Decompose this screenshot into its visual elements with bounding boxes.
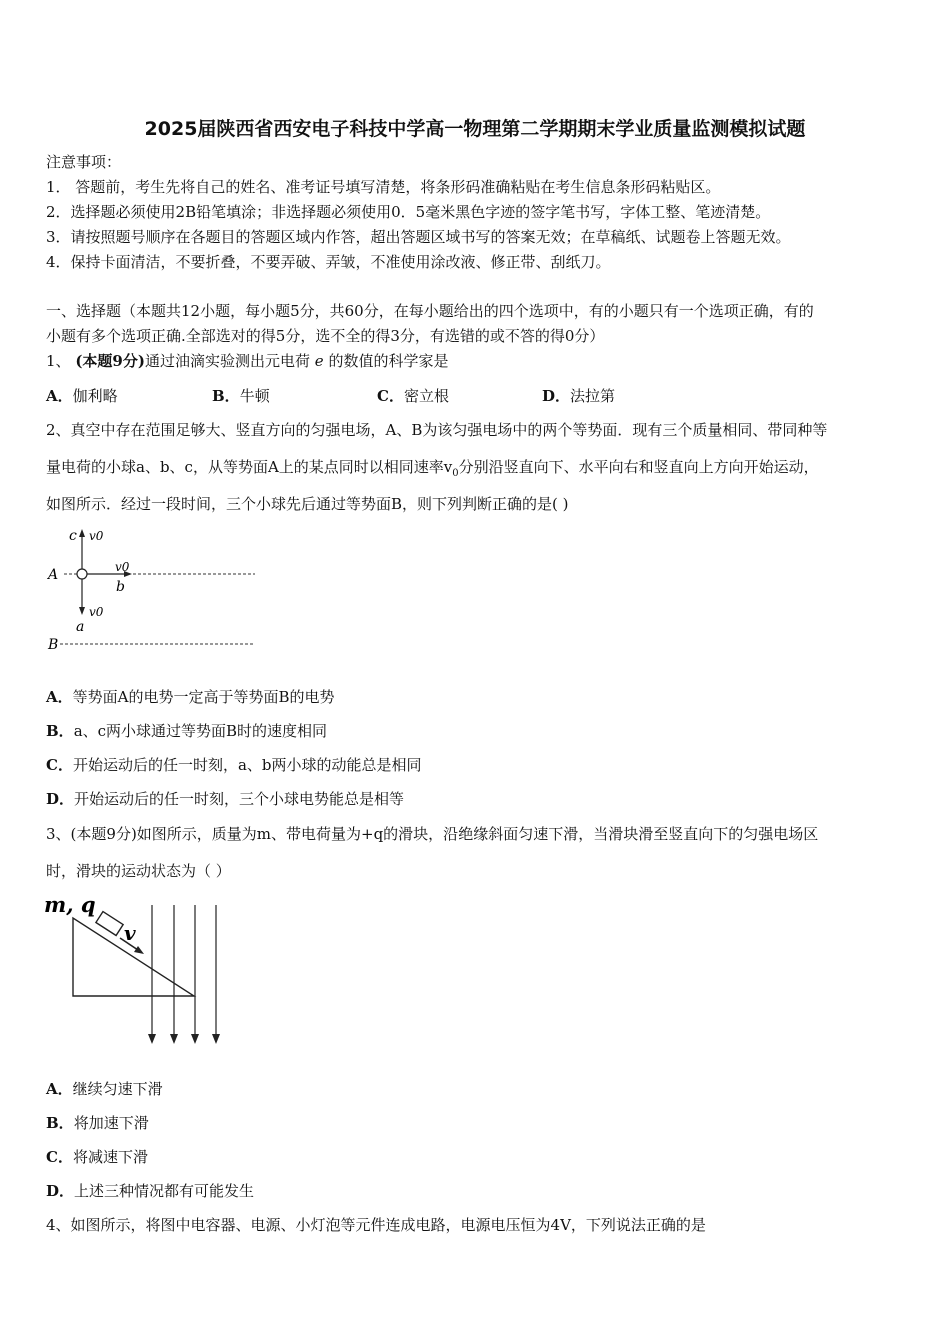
option-text: 牛顿 bbox=[239, 387, 270, 405]
label-mass-charge: m, q bbox=[44, 892, 96, 917]
label-ball-a: a bbox=[76, 619, 85, 635]
question-3-line: 时，滑块的运动状态为（ ） bbox=[46, 862, 231, 880]
question-2-line: 2、真空中存在范围足够大、竖直方向的匀强电场，A、B为该匀强电场中的两个等势面．现有三个质量相同、带同种等 bbox=[46, 421, 828, 439]
option-text: 开始运动后的任一时刻，三个小球电势能总是相等 bbox=[74, 790, 405, 808]
option-text: 将减速下滑 bbox=[72, 1148, 148, 1166]
option-text: a、c两小球通过等势面B时的速度相同 bbox=[73, 722, 328, 740]
question-2-line: 如图所示．经过一段时间，三个小球先后通过等势面B，则下列判断正确的是( ) bbox=[46, 495, 569, 513]
option-text: 法拉第 bbox=[570, 387, 616, 405]
label-velocity: v bbox=[124, 921, 136, 945]
label-ball-b: b bbox=[116, 579, 125, 595]
electric-field-lines bbox=[152, 905, 216, 1036]
label-v0-right: v0 bbox=[115, 560, 130, 574]
question-2-text: 量电荷的小球a、b、c，从等势面A上的某点同时以相同速率v bbox=[46, 458, 453, 476]
option-letter: D． bbox=[46, 1182, 75, 1200]
q1-option-b[interactable] bbox=[212, 387, 270, 405]
incline-figure bbox=[40, 890, 240, 1055]
q2-option-a[interactable] bbox=[46, 688, 335, 706]
notice-heading: 注意事项： bbox=[46, 153, 122, 171]
option-letter: A． bbox=[46, 387, 73, 405]
option-text: 继续匀速下滑 bbox=[72, 1080, 163, 1098]
option-text: 将加速下滑 bbox=[73, 1114, 149, 1132]
arrow-down-head bbox=[79, 607, 85, 615]
question-2-text: 分别沿竖直向下、水平向右和竖直向上方向开始运动， bbox=[458, 458, 819, 476]
question-2-line bbox=[46, 458, 819, 483]
q2-option-c[interactable] bbox=[46, 756, 422, 774]
notice-item: 2．选择题必须使用2B铅笔填涂；非选择题必须使用0．5毫米黑色字迹的签字笔书写，字体工整、笔迹清楚。 bbox=[46, 203, 771, 221]
q1-option-d[interactable] bbox=[542, 387, 615, 405]
option-text: 伽利略 bbox=[72, 387, 118, 405]
question-3-line: 3、(本题9分)如图所示，质量为m、带电荷量为+q的滑块，沿绝缘斜面匀速下滑，当滑块滑至竖直向下的匀强电场区 bbox=[46, 825, 819, 843]
q1-option-c[interactable] bbox=[377, 387, 449, 405]
option-letter: C． bbox=[377, 387, 404, 405]
option-text: 开始运动后的任一时刻，a、b两小球的动能总是相同 bbox=[72, 756, 422, 774]
variable-e: e bbox=[314, 352, 324, 370]
label-a-plane: A bbox=[48, 567, 59, 583]
section-heading-line: 一、选择题（本题共12小题，每小题5分，共60分，在每小题给出的四个选项中，有的小题只有一个选项正确，有的 bbox=[46, 302, 814, 320]
q3-option-d[interactable] bbox=[46, 1182, 254, 1200]
label-ball-c: c bbox=[69, 528, 77, 544]
arrow-up-head bbox=[79, 529, 85, 537]
option-letter: D． bbox=[542, 387, 571, 405]
question-4-line: 4、如图所示，将图中电容器、电源、小灯泡等元件连成电路，电源电压恒为4V，下列说法正确的是 bbox=[46, 1216, 706, 1234]
notice-item: 3．请按照题号顺序在各题目的答题区域内作答，超出答题区域书写的答案无效；在草稿纸、试题卷上答题无效。 bbox=[46, 228, 791, 246]
question-stem-text: 通过油滴实验测出元电荷 bbox=[144, 352, 310, 370]
velocity-arrowhead bbox=[134, 946, 144, 954]
question-points: (本题9分) bbox=[75, 352, 145, 370]
label-v0-up: v0 bbox=[89, 529, 104, 543]
option-text: 密立根 bbox=[403, 387, 449, 405]
q2-option-d[interactable] bbox=[46, 790, 404, 808]
q3-option-c[interactable] bbox=[46, 1148, 148, 1166]
q3-option-a[interactable] bbox=[46, 1080, 163, 1098]
option-letter: C． bbox=[46, 1148, 73, 1166]
question-stem-text: 的数值的科学家是 bbox=[328, 352, 449, 370]
question-number: 1、 bbox=[46, 352, 71, 370]
q2-option-b[interactable] bbox=[46, 722, 327, 740]
label-v0-down: v0 bbox=[89, 605, 104, 619]
field-arrowheads bbox=[148, 1034, 220, 1044]
section-heading-line: 小题有多个选项正确.全部选对的得5分，选不全的得3分，有选错的或不答的得0分） bbox=[46, 327, 605, 345]
option-letter: A． bbox=[46, 1080, 73, 1098]
option-letter: A． bbox=[46, 688, 73, 706]
q3-option-b[interactable] bbox=[46, 1114, 149, 1132]
option-text: 上述三种情况都有可能发生 bbox=[74, 1182, 255, 1200]
notice-item: 1． 答题前，考生先将自己的姓名、准考证号填写清楚，将条形码准确粘贴在考生信息条形码粘贴区。 bbox=[46, 178, 721, 196]
notice-item: 4．保持卡面清洁，不要折叠，不要弄破、弄皱，不准使用涂改液、修正带、刮纸刀。 bbox=[46, 253, 611, 271]
label-b-plane: B bbox=[48, 637, 59, 653]
option-text: 等势面A的电势一定高于等势面B的电势 bbox=[72, 688, 335, 706]
equipotential-figure bbox=[40, 520, 270, 660]
page-title: 2025届陕西省西安电子科技中学高一物理第二学期期末学业质量监测模拟试题 bbox=[144, 118, 806, 140]
option-letter: D． bbox=[46, 790, 75, 808]
ball-origin bbox=[77, 569, 87, 579]
option-letter: B． bbox=[212, 387, 240, 405]
subscript: 0 bbox=[452, 468, 459, 479]
slider-block bbox=[96, 912, 123, 936]
option-letter: B． bbox=[46, 1114, 74, 1132]
option-letter: B． bbox=[46, 722, 74, 740]
option-letter: C． bbox=[46, 756, 73, 774]
q1-option-a[interactable] bbox=[46, 387, 118, 405]
question-1-stem bbox=[46, 352, 448, 370]
